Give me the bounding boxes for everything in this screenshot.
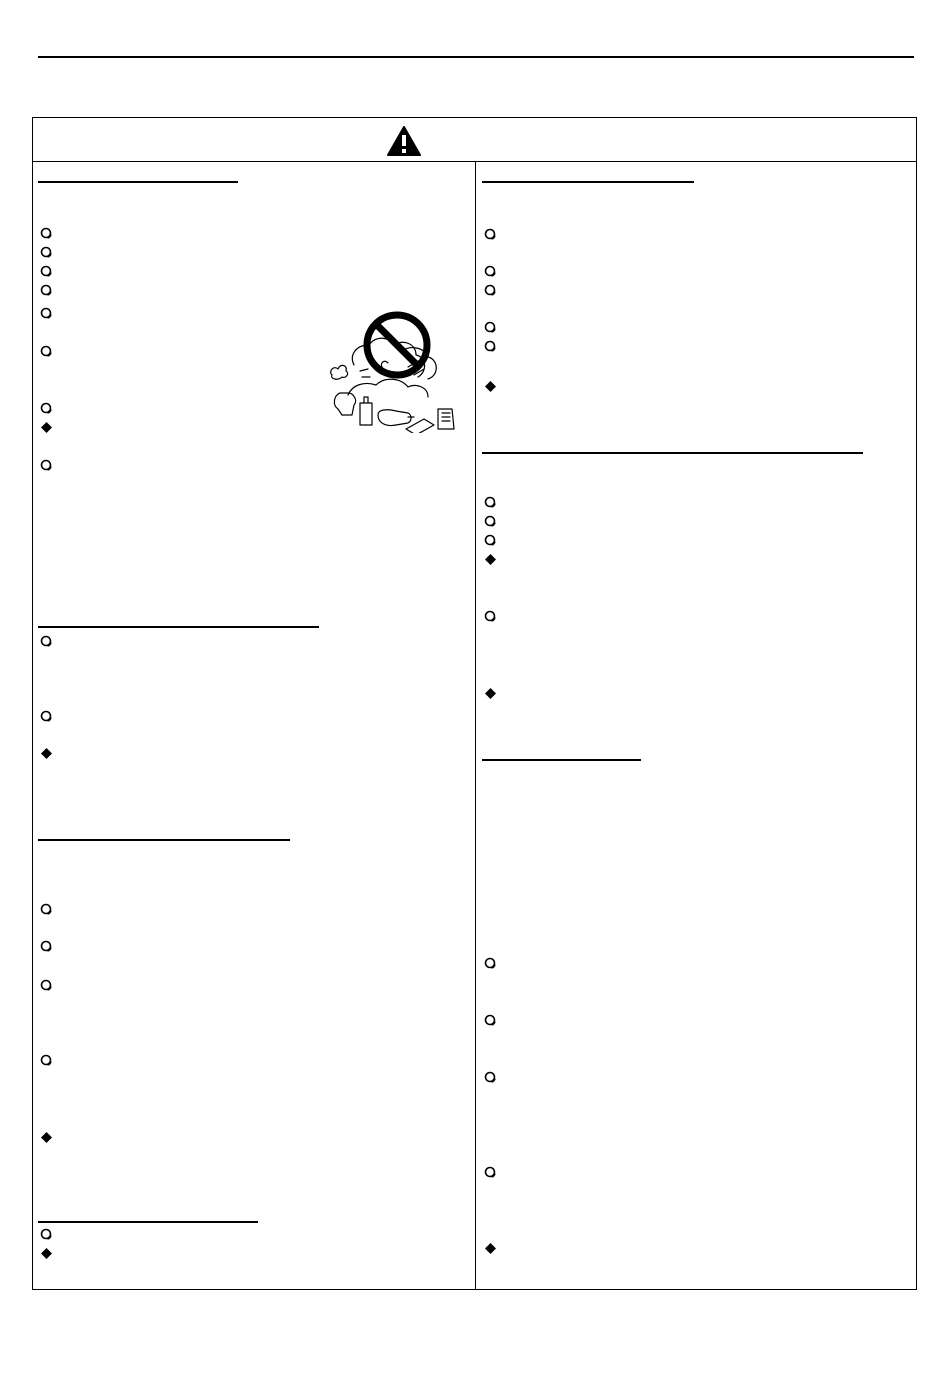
section-heading-rule	[482, 181, 694, 183]
round-bullet-icon	[484, 496, 497, 509]
top-rule	[38, 56, 914, 58]
round-bullet-icon	[484, 265, 497, 278]
right-column	[33, 118, 916, 1289]
diamond-bullet-icon	[484, 1242, 497, 1255]
round-bullet-icon	[484, 1071, 497, 1084]
section-heading-rule	[482, 452, 863, 454]
diamond-bullet-icon	[484, 553, 497, 566]
round-bullet-icon	[484, 321, 497, 334]
round-bullet-icon	[484, 957, 497, 970]
round-bullet-icon	[484, 284, 497, 297]
round-bullet-icon	[484, 515, 497, 528]
round-bullet-icon	[484, 534, 497, 547]
diamond-bullet-icon	[484, 687, 497, 700]
diamond-bullet-icon	[484, 380, 497, 393]
round-bullet-icon	[484, 1014, 497, 1027]
round-bullet-icon	[484, 340, 497, 353]
section-heading-rule	[482, 759, 641, 761]
round-bullet-icon	[484, 610, 497, 623]
warning-frame	[32, 117, 917, 1290]
round-bullet-icon	[484, 228, 497, 241]
round-bullet-icon	[484, 1166, 497, 1179]
